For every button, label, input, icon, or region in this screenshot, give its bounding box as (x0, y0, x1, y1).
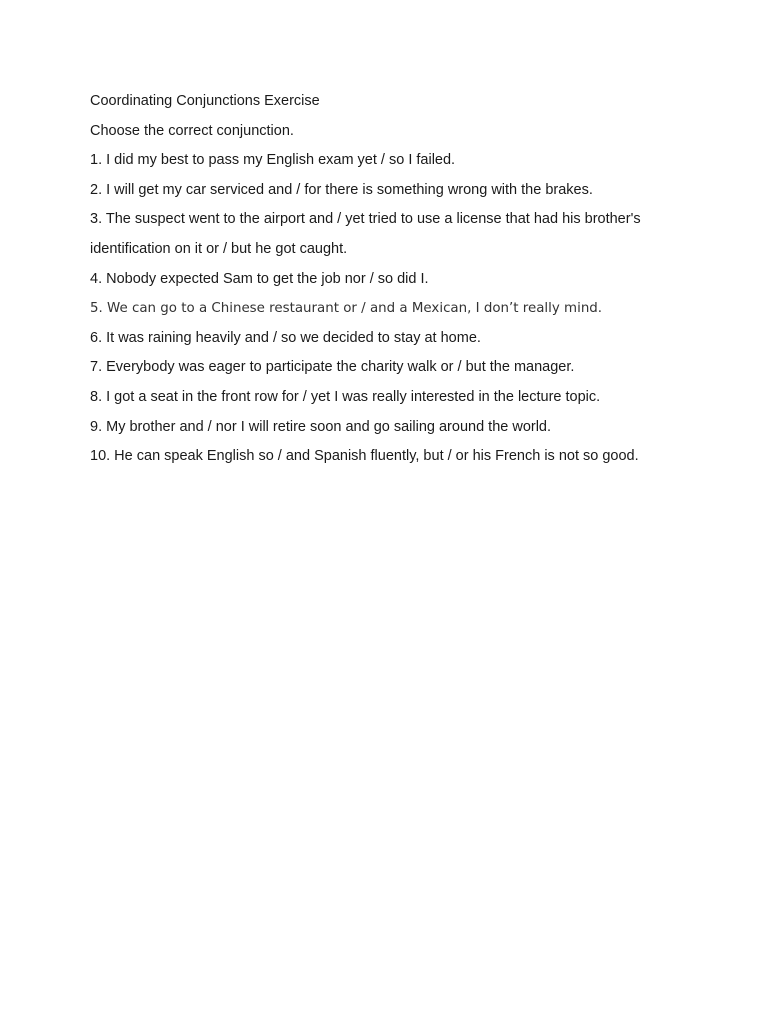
exercise-item-7: 7. Everybody was eager to participate the charity walk or / but the manager. (90, 359, 575, 376)
document-instruction: Choose the correct conjunction. (90, 122, 294, 139)
document-page (90, 87, 730, 472)
exercise-item-5: 5. We can go to a Chinese restaurant or / and a Mexican, I don’t really mind. (90, 301, 603, 317)
exercise-item-6: 6. It was raining heavily and / so we decided to stay at home. (90, 329, 481, 346)
exercise-item-3-continued: identification on it or / but he got caught. (90, 240, 348, 257)
exercise-item-1: 1. I did my best to pass my English exam yet / so I failed. (90, 152, 456, 169)
exercise-item-4: 4. Nobody expected Sam to get the job nor / so did I. (90, 270, 429, 287)
document-title: Coordinating Conjunctions Exercise (90, 93, 320, 109)
exercise-item-2: 2. I will get my car serviced and / for there is something wrong with the brakes. (90, 181, 593, 198)
exercise-item-9: 9. My brother and / nor I will retire soon and go sailing around the world. (90, 418, 552, 435)
exercise-item-3: 3. The suspect went to the airport and / yet tried to use a license that had his brother's (90, 211, 641, 228)
exercise-item-10: 10. He can speak English so / and Spanish fluently, but / or his French is not so good. (90, 448, 639, 465)
exercise-item-8: 8. I got a seat in the front row for / yet I was really interested in the lecture topic. (90, 388, 601, 405)
